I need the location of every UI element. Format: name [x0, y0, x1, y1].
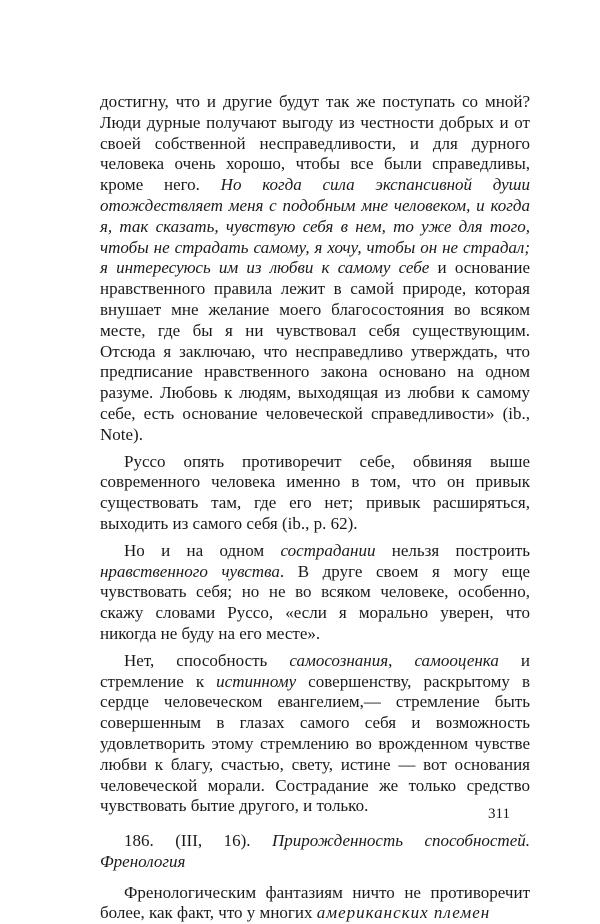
italic-text-run: Но когда сила экспансивной души отождествляет меня с подобным мне человеком, и когда я, так сказать, чувствую себя в нем, то уже для того, чтобы не страдать самому, я хочу, чтобы он не страдал; я интересуюсь им из любви к самому себе [100, 175, 531, 278]
paragraph-last [100, 883, 530, 924]
page-number: 311 [488, 806, 510, 822]
text-run: и основание нравственного правила лежит в самой природе, которая внушает мне желание моего благосостояния во всяком месте, где бы я ни чувствовал себя существующим. Отсюда я заключаю, что несправедливо утверждать, что предписание нравственного закона основано на одном разуме. Любовь к людям, выходящая из любви к самому себе, есть основание человеческой справедливости» (ib., Note). [100, 258, 530, 444]
italic-text-run: американских племен [316, 903, 491, 923]
text-run: Но и на одном [124, 540, 281, 560]
section-number: 186. (III, 16). [124, 831, 273, 851]
italic-text-run: самосознания [289, 650, 389, 670]
page-body [100, 92, 530, 924]
text-run: Нет, способность [124, 650, 290, 670]
italic-text-run: самооценка [414, 650, 499, 670]
text-run: совершенству, раскрытому в сердце человеческом евангелием,— стремление быть совершенным в глазах самого себя и возможность удовлетворить этому стремлению во врожденном чувстве любви к благу, счастью, свету, истине — вот основания человеческой морали. Сострадание же только средство чувствовать бытие другого, и только. [100, 671, 530, 816]
paragraph [100, 651, 530, 817]
italic-text-run: сострадании [280, 540, 376, 560]
section-title: Прирожденность способностей. Френология [100, 831, 530, 871]
paragraph [100, 541, 530, 645]
text-run: . В друге своем я могу еще чувствовать себя; но не во всяком человеке, особенно, скажу словами Руссо, «если я морально уверен, что никогда не буду на его месте». [100, 561, 530, 643]
main-text [100, 92, 530, 817]
paragraph [100, 92, 530, 446]
text-run: Френологическим фантазиям ничто не противоречит более, как факт, что у многих [100, 882, 530, 923]
section-heading [100, 831, 530, 873]
italic-text-run: нравственного чувства [100, 561, 280, 581]
text-run: и стремление к [100, 650, 530, 691]
italic-text-run: истинному [216, 671, 297, 691]
text-run: нельзя построить [375, 540, 530, 560]
text-run: достигну, что и другие будут так же поступать со мной? Люди дурные получают выгоду из честности добрых и от своей собственной несправедливости, и для дурного человека очень хорошо, чтобы все были справедливы, кроме него. [100, 92, 530, 195]
paragraph [100, 452, 530, 535]
text-run: , [388, 650, 415, 670]
text-run: Руссо опять противоречит себе, обвиняя выше современного человека именно в том, что он привык существовать там, где его нет; привык расширяться, выходить из самого себя (ib., p. 62). [100, 451, 530, 533]
